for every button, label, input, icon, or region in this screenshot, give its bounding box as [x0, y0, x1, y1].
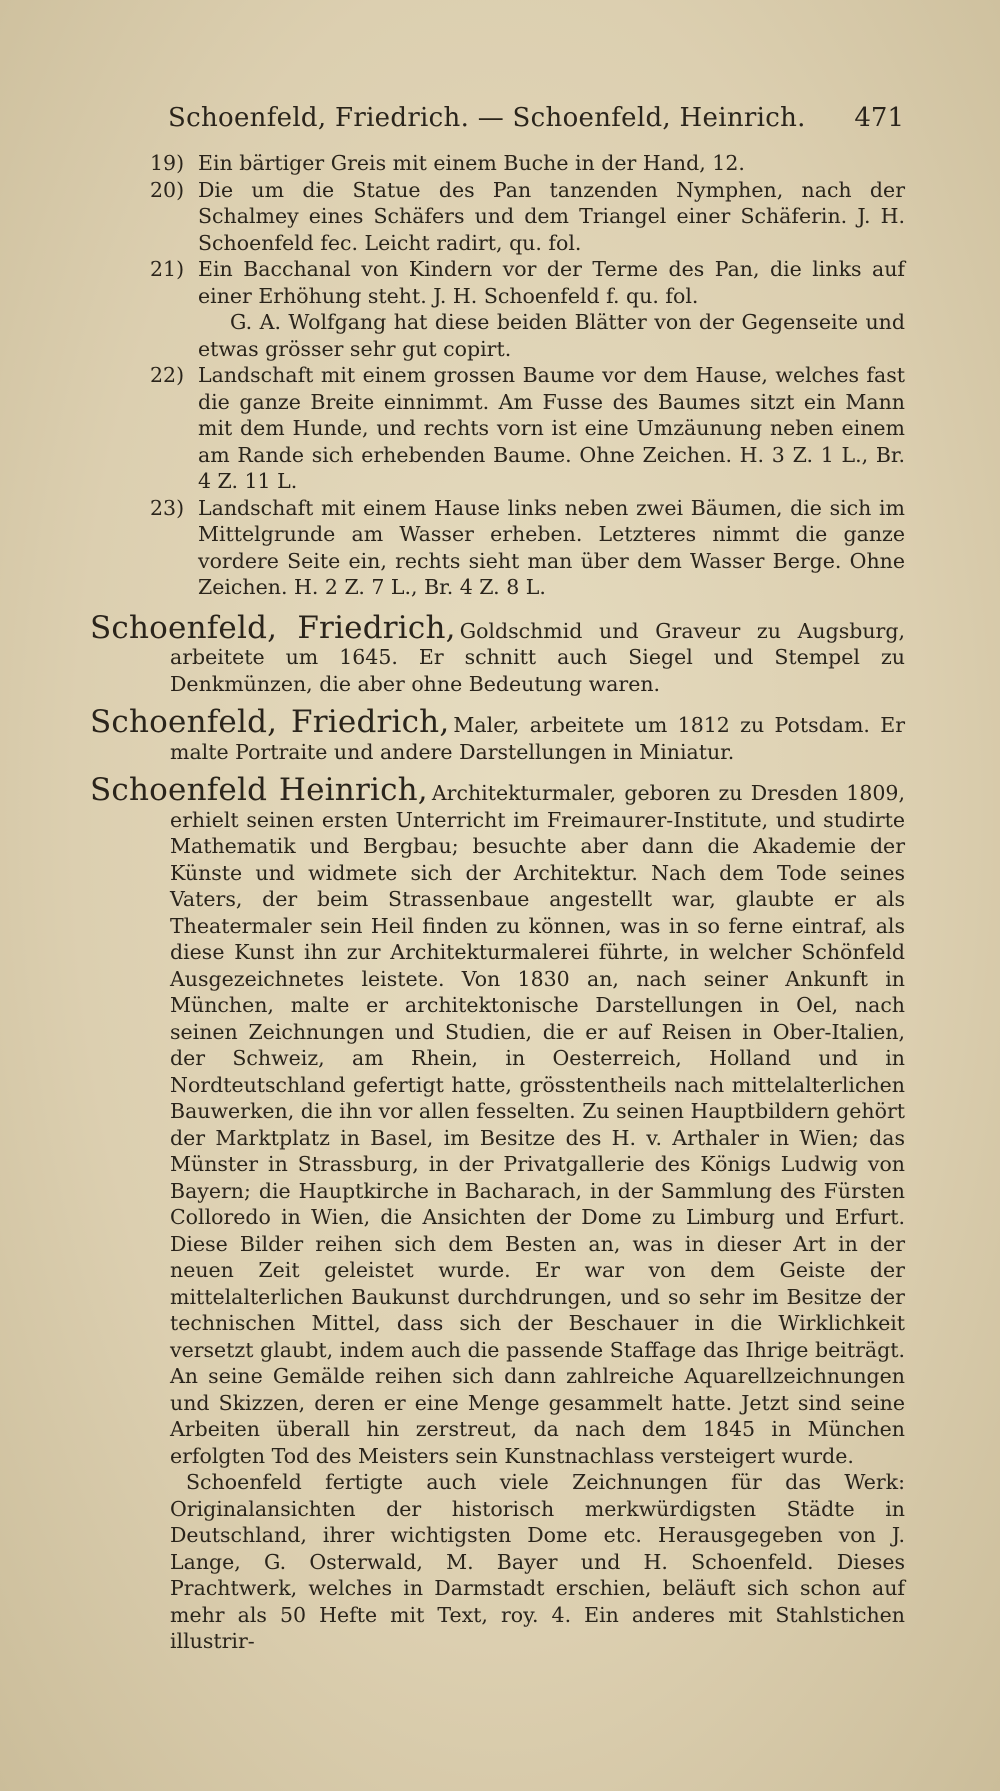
- list-item: [150, 495, 905, 601]
- list-item: [150, 256, 905, 309]
- dictionary-entry: [90, 704, 906, 765]
- dictionary-entry: [90, 772, 905, 1469]
- list-item: [150, 150, 905, 177]
- item-text: Landschaft mit einem grossen Baume vor dem Hause, welches fast die ganze Breite einnimmt. Am Fusse des Baumes sitzt ein Mann mit dem Hunde, und rechts vorn ist eine Umzäunung neben einem am Rande sich erhebenden Baume. Ohne Zeichen. H. 3 Z. 1 L., Br. 4 Z. 11 L.: [198, 363, 905, 493]
- item-number: 20): [150, 177, 185, 202]
- item-text: Die um die Statue des Pan tanzenden Nymphen, nach der Schalmey eines Schäfers und dem Triangel einer Schäferin. J. H. Schoenfeld fec. Leicht radirt, qu. fol.: [198, 177, 905, 255]
- entry-text: Maler, arbeitete um 1812 zu Potsdam. Er malte Portraite und andere Darstellungen in Miniatur.: [170, 713, 906, 764]
- entry-headword: Schoenfeld Heinrich,: [90, 772, 428, 808]
- entry-continuation: Schoenfeld fertigte auch viele Zeichnungen für das Werk: Originalansichten der historisch merkwürdigsten Städte in Deutschland, ihrer wichtigsten Dome etc. Herausgegeben von J. Lange, G. Osterwald, M. Bayer und H. Schoenfeld. Dieses Prachtwerk, welches in Darmstadt erschien, beläuft sich schon auf mehr als 50 Hefte mit Text, roy. 4. Ein anderes mit Stahlstichen illustrir-: [170, 1470, 905, 1653]
- list-item: [150, 177, 905, 257]
- item-text: Ein bärtiger Greis mit einem Buche in der Hand, 12.: [198, 151, 745, 175]
- dictionary-entry: [90, 609, 905, 698]
- list-item-note: G. A. Wolfgang hat diese beiden Blätter von der Gegenseite und etwas grösser sehr gut copirt.: [198, 310, 905, 361]
- running-title: Schoenfeld, Friedrich. — Schoenfeld, Heinrich.: [168, 103, 806, 133]
- item-text: Ein Bacchanal von Kindern vor der Terme des Pan, die links auf einer Erhöhung steht. J. H. Schoenfeld f. qu. fol.: [198, 257, 905, 308]
- list-item: [150, 362, 905, 495]
- item-number: 21): [150, 257, 185, 281]
- text-body: [90, 150, 906, 1655]
- item-number: 22): [150, 363, 185, 387]
- running-header: [168, 98, 904, 138]
- item-number: 23): [150, 495, 185, 520]
- entry-headword: Schoenfeld, Friedrich,: [90, 704, 450, 740]
- item-text: Landschaft mit einem Hause links neben zwei Bäumen, die sich im Mittelgrunde am Wasser erheben. Letzteres nimmt die ganze vordere Seite ein, rechts sieht man über dem Wasser Berge. Ohne Zeichen. H. 2 Z. 7 L., Br. 4 Z. 8 L.: [198, 495, 905, 599]
- entry-headword: Schoenfeld, Friedrich,: [90, 609, 456, 646]
- entry-text: Goldschmid und Graveur zu Augsburg, arbeitete um 1645. Er schnitt auch Siegel und Stempel zu Denkmünzen, die aber ohne Bedeutung waren.: [170, 618, 905, 696]
- item-number: 19): [150, 151, 185, 175]
- page-number: 471: [854, 103, 904, 133]
- entry-text: Architekturmaler, geboren zu Dresden 1809, erhielt seinen ersten Unterricht im Freimaurer-Institute, und studirte Mathematik und Bergbau; besuchte aber dann die Akademie der Künste und widmete sich der Architektur. Nach dem Tode seines Vaters, der beim Strassenbaue angestellt war, glaubte er als Theatermaler sein Heil finden zu können, was in so ferne eintraf, als diese Kunst ihn zur Architekturmalerei führte, in welcher Schönfeld Ausgezeichnetes leistete. Von 1830 an, nach seiner Ankunft in München, malte er architektonische Darstellungen in Oel, nach seinen Zeichnungen und Studien, die er auf Reisen in Ober-Italien, der Schweiz, am Rhein, in Oesterreich, Holland und in Nordteutschland gefertigt hatte, grösstentheils nach mittelalterlichen Bauwerken, die ihn vor allen fesselten. Zu seinen Hauptbildern gehört der Marktplatz in Basel, im Besitze des H. v. Arthaler in Wien; das Münster in Strassburg, in der Privatgallerie des Königs Ludwig von Bayern; die Hauptkirche in Bacharach, in der Sammlung des Fürsten Colloredo in Wien, die Ansichten der Dome zu Limburg und Erfurt. Diese Bilder reihen sich dem Besten an, was in dieser Art in der neuen Zeit geleistet wurde. Er war von dem Geiste der mittelalterlichen Baukunst durchdrungen, und so sehr im Besitze der technischen Mittel, dass sich der Beschauer in die Wirklichkeit versetzt glaubt, indem auch die passende Staffage das Ihrige beiträgt. An seine Gemälde reihen sich dann zahlreiche Aquarellzeichnungen und Skizzen, deren er eine Menge gesammelt hatte. Jetzt sind seine Arbeiten überall hin zerstreut, da nach dem 1845 in München erfolgten Tod des Meisters sein Kunstnachlass versteigert wurde.: [170, 781, 905, 1468]
